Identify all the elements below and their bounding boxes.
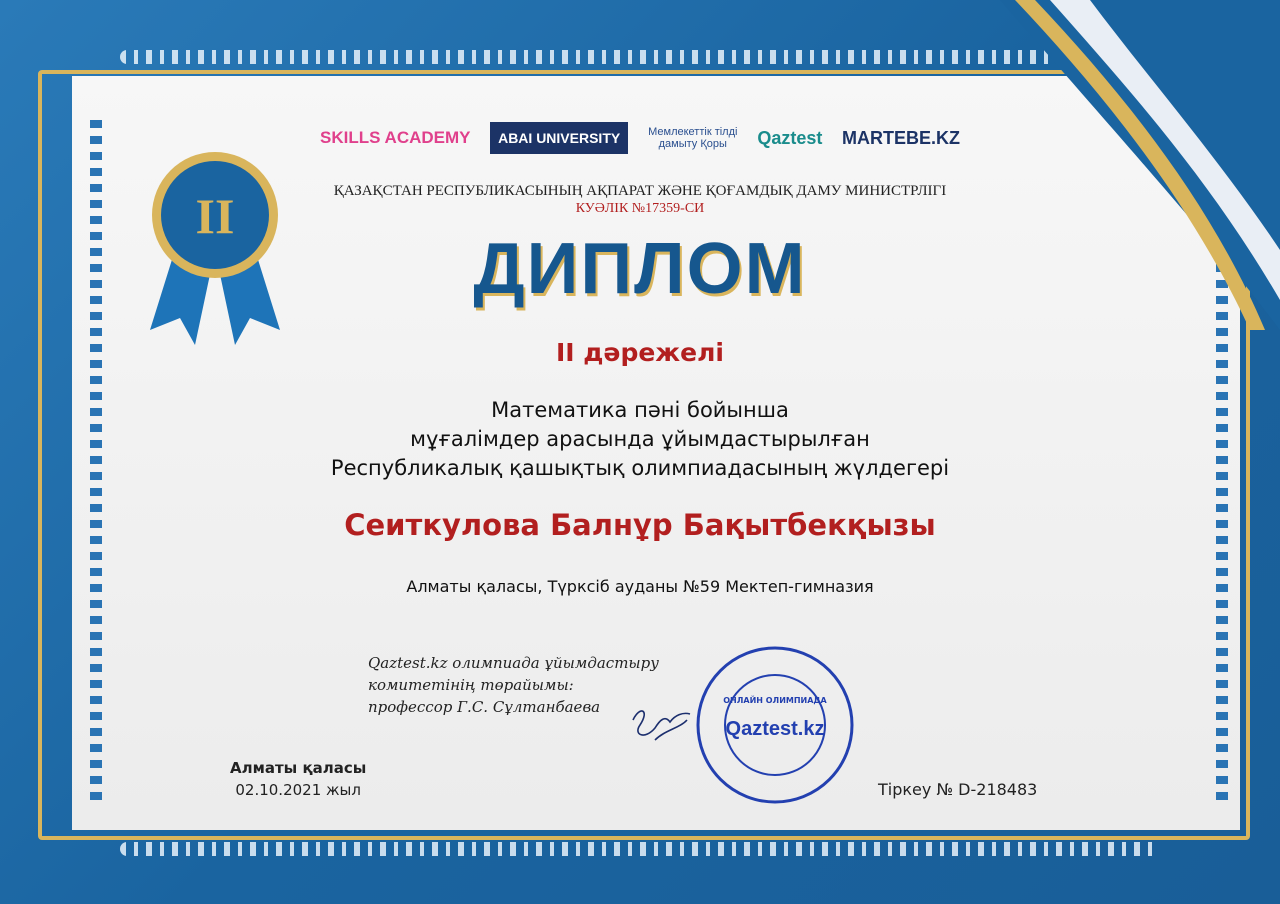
bottom-ornament	[120, 842, 1160, 856]
chair-line: комитетінің төрайымы:	[368, 676, 574, 694]
qaztest-logo: Qaztest	[757, 127, 823, 148]
chair-signature-block	[368, 652, 659, 718]
stamp-center-text: Qaztest.kz	[725, 718, 825, 740]
skills-academy-logo: SKILLS ACADEMY	[320, 128, 471, 147]
official-stamp	[695, 645, 855, 805]
date: 02.10.2021 жыл	[235, 781, 361, 799]
license-number: КУӘЛІК №17359-СИ	[575, 201, 705, 216]
partner-logos	[320, 108, 960, 168]
signature	[625, 700, 695, 750]
chair-line: профессор Г.С. Сұлтанбаева	[368, 698, 601, 716]
diploma-title: ДИПЛОМ	[473, 229, 807, 309]
chair-line: Qaztest.kz олимпиада ұйымдастыру	[368, 654, 659, 672]
registration-number: Тіркеу № D-218483	[878, 780, 1038, 799]
martebe-logo: MARTEBE.KZ	[841, 127, 960, 148]
recipient-name: Сеиткулова Балнұр Бақытбекқызы	[344, 508, 936, 542]
school: Алматы қаласы, Түрксіб ауданы №59 Мектеп-гимназия	[406, 577, 874, 596]
ministry-name: ҚАЗАҚСТАН РЕСПУБЛИКАСЫНЫҢ АҚПАРАТ ЖӘНЕ ҚОҒАМДЫҚ ДАМУ МИНИСТРЛІГІ	[333, 183, 947, 199]
degree: II дәрежелі	[555, 338, 725, 367]
medal-label: II	[195, 188, 235, 244]
description-line: Математика пәні бойынша	[491, 398, 789, 422]
description-line: мұғалімдер арасында ұйымдастырылған	[410, 427, 870, 451]
description-line: Республикалық қашықтық олимпиадасының жүлдегері	[330, 456, 950, 480]
city: Алматы қаласы	[230, 759, 367, 777]
stamp-top-text: ОНЛАЙН ОЛИМПИАДА	[723, 696, 827, 705]
city-date	[230, 757, 366, 801]
abai-university-logo: ABAI UNIVERSITY	[490, 122, 628, 154]
description	[0, 396, 1280, 483]
language-fund-logo: Мемлекеттік тілді дамыту Қоры	[648, 126, 738, 150]
